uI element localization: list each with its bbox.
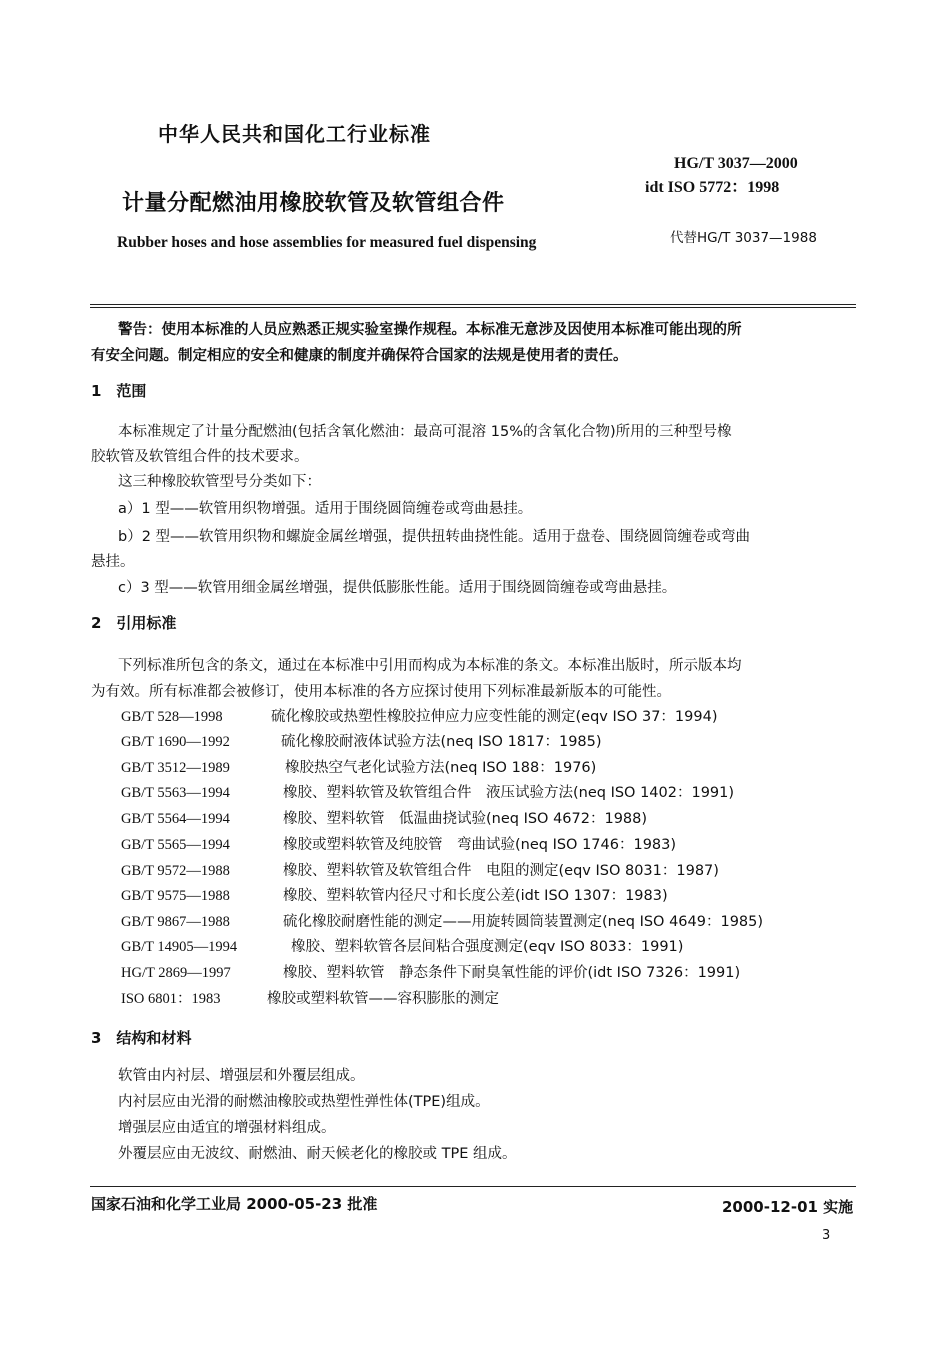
type-c-item: c）3 型——软管用细金属丝增强，提供低膨胀性能。适用于围绕圆筒缠卷或弯曲悬挂。 — [118, 580, 677, 596]
section-2-heading: 2 引用标准 — [91, 614, 177, 632]
effective-date: 2000-12-01 实施 — [722, 1198, 854, 1216]
reference-item — [121, 807, 647, 828]
reference-code: GB/T 3512—1989 — [121, 760, 230, 776]
warning-line-1: 警告：使用本标准的人员应熟悉正规实验室操作规程。本标准无意涉及因使用本标准可能出现的所 — [118, 322, 742, 338]
reference-code: GB/T 9575—1988 — [121, 888, 230, 904]
title-cn: 计量分配燃油用橡胶软管及软管组合件 — [122, 191, 505, 216]
title-en: Rubber hoses and hose assemblies for measured fuel dispensing — [117, 234, 537, 251]
reference-code: GB/T 14905—1994 — [121, 939, 238, 955]
reference-item — [121, 859, 719, 880]
reference-code: ISO 6801：1983 — [121, 991, 221, 1007]
header-divider-bottom — [90, 307, 856, 308]
section-1-heading: 1 范围 — [91, 382, 147, 400]
reference-item — [121, 833, 676, 854]
approval-note: 国家石油和化学工业局 2000-05-23 批准 — [91, 1195, 378, 1213]
type-a-item: a）1 型——软管用织物增强。适用于围绕圆筒缠卷或弯曲悬挂。 — [118, 501, 533, 517]
type-b-item-line-2: 悬挂。 — [91, 554, 135, 570]
reference-code: GB/T 528—1998 — [121, 709, 223, 725]
type-b-item-line-1: b）2 型——软管用织物和螺旋金属丝增强，提供扭转曲挠性能。适用于盘卷、围绕圆筒缠卷或弯曲 — [118, 529, 751, 545]
page-number: 3 — [822, 1228, 831, 1243]
reference-title: 橡胶、塑料软管及软管组合件 液压试验方法(neq ISO 1402：1991) — [283, 785, 735, 801]
reference-item — [121, 935, 683, 956]
reference-item — [121, 987, 499, 1008]
section-3-line: 增强层应由适宜的增强材料组成。 — [118, 1120, 336, 1136]
standard-category: 中华人民共和国化工行业标准 — [158, 122, 431, 146]
reference-item — [121, 961, 740, 982]
section-1-para-line-1: 本标准规定了计量分配燃油(包括含氧化燃油：最高可混溶 15%的含氧化合物)所用的三种型号橡 — [118, 424, 732, 440]
reference-title: 硫化橡胶耐磨性能的测定——用旋转圆筒装置测定(neq ISO 4649：1985) — [283, 914, 764, 930]
warning-line-2: 有安全问题。制定相应的安全和健康的制度并确保符合国家的法规是使用者的责任。 — [91, 348, 628, 364]
reference-title: 橡胶、塑料软管 低温曲挠试验(neq ISO 4672：1988) — [283, 811, 648, 827]
reference-item — [121, 910, 763, 931]
reference-title: 橡胶热空气老化试验方法(neq ISO 188：1976) — [285, 760, 597, 776]
reference-code: GB/T 5565—1994 — [121, 837, 230, 853]
standard-code: HG/T 3037—2000 — [674, 155, 798, 172]
header-divider-top — [90, 304, 856, 305]
adopted-iso-code: idt ISO 5772：1998 — [645, 179, 780, 196]
section-3-line: 外覆层应由无波纹、耐燃油、耐天候老化的橡胶或 TPE 组成。 — [118, 1146, 517, 1162]
section-1-para-line-2: 胶软管及软管组合件的技术要求。 — [91, 449, 309, 465]
reference-item — [121, 730, 602, 751]
reference-title: 橡胶、塑料软管 静态条件下耐臭氧性能的评价(idt ISO 7326：1991) — [283, 965, 741, 981]
reference-code: GB/T 9572—1988 — [121, 863, 230, 879]
reference-code: HG/T 2869—1997 — [121, 965, 231, 981]
reference-title: 硫化橡胶或热塑性橡胶拉伸应力应变性能的测定(eqv ISO 37：1994) — [271, 709, 718, 725]
reference-code: GB/T 9867—1988 — [121, 914, 230, 930]
reference-code: GB/T 5563—1994 — [121, 785, 230, 801]
reference-item — [121, 884, 668, 905]
reference-code: GB/T 5564—1994 — [121, 811, 230, 827]
footer-divider — [90, 1186, 856, 1187]
replaces-standard: 代替HG/T 3037—1988 — [670, 230, 817, 246]
section-3-heading: 3 结构和材料 — [91, 1029, 192, 1047]
section-2-para-line-1: 下列标准所包含的条文，通过在本标准中引用而构成为本标准的条文。本标准出版时，所示版本均 — [118, 658, 742, 674]
section-1-types-intro: 这三种橡胶软管型号分类如下： — [118, 474, 321, 490]
reference-title: 橡胶、塑料软管及软管组合件 电阻的测定(eqv ISO 8031：1987) — [283, 863, 719, 879]
reference-item — [121, 756, 596, 777]
section-3-line: 内衬层应由光滑的耐燃油橡胶或热塑性弹性体(TPE)组成。 — [118, 1094, 490, 1110]
reference-code: GB/T 1690—1992 — [121, 734, 230, 750]
section-3-line: 软管由内衬层、增强层和外覆层组成。 — [118, 1068, 365, 1084]
reference-item — [121, 781, 734, 802]
reference-title: 橡胶、塑料软管各层间粘合强度测定(eqv ISO 8033：1991) — [291, 939, 684, 955]
reference-item — [121, 705, 717, 726]
section-2-para-line-2: 为有效。所有标准都会被修订，使用本标准的各方应探讨使用下列标准最新版本的可能性。 — [91, 684, 671, 700]
reference-title: 橡胶或塑料软管及纯胶管 弯曲试验(neq ISO 1746：1983) — [283, 837, 677, 853]
reference-title: 橡胶或塑料软管——容积膨胀的测定 — [267, 991, 499, 1007]
reference-title: 橡胶、塑料软管内径尺寸和长度公差(idt ISO 1307：1983) — [283, 888, 668, 904]
reference-title: 硫化橡胶耐液体试验方法(neq ISO 1817：1985) — [281, 734, 602, 750]
